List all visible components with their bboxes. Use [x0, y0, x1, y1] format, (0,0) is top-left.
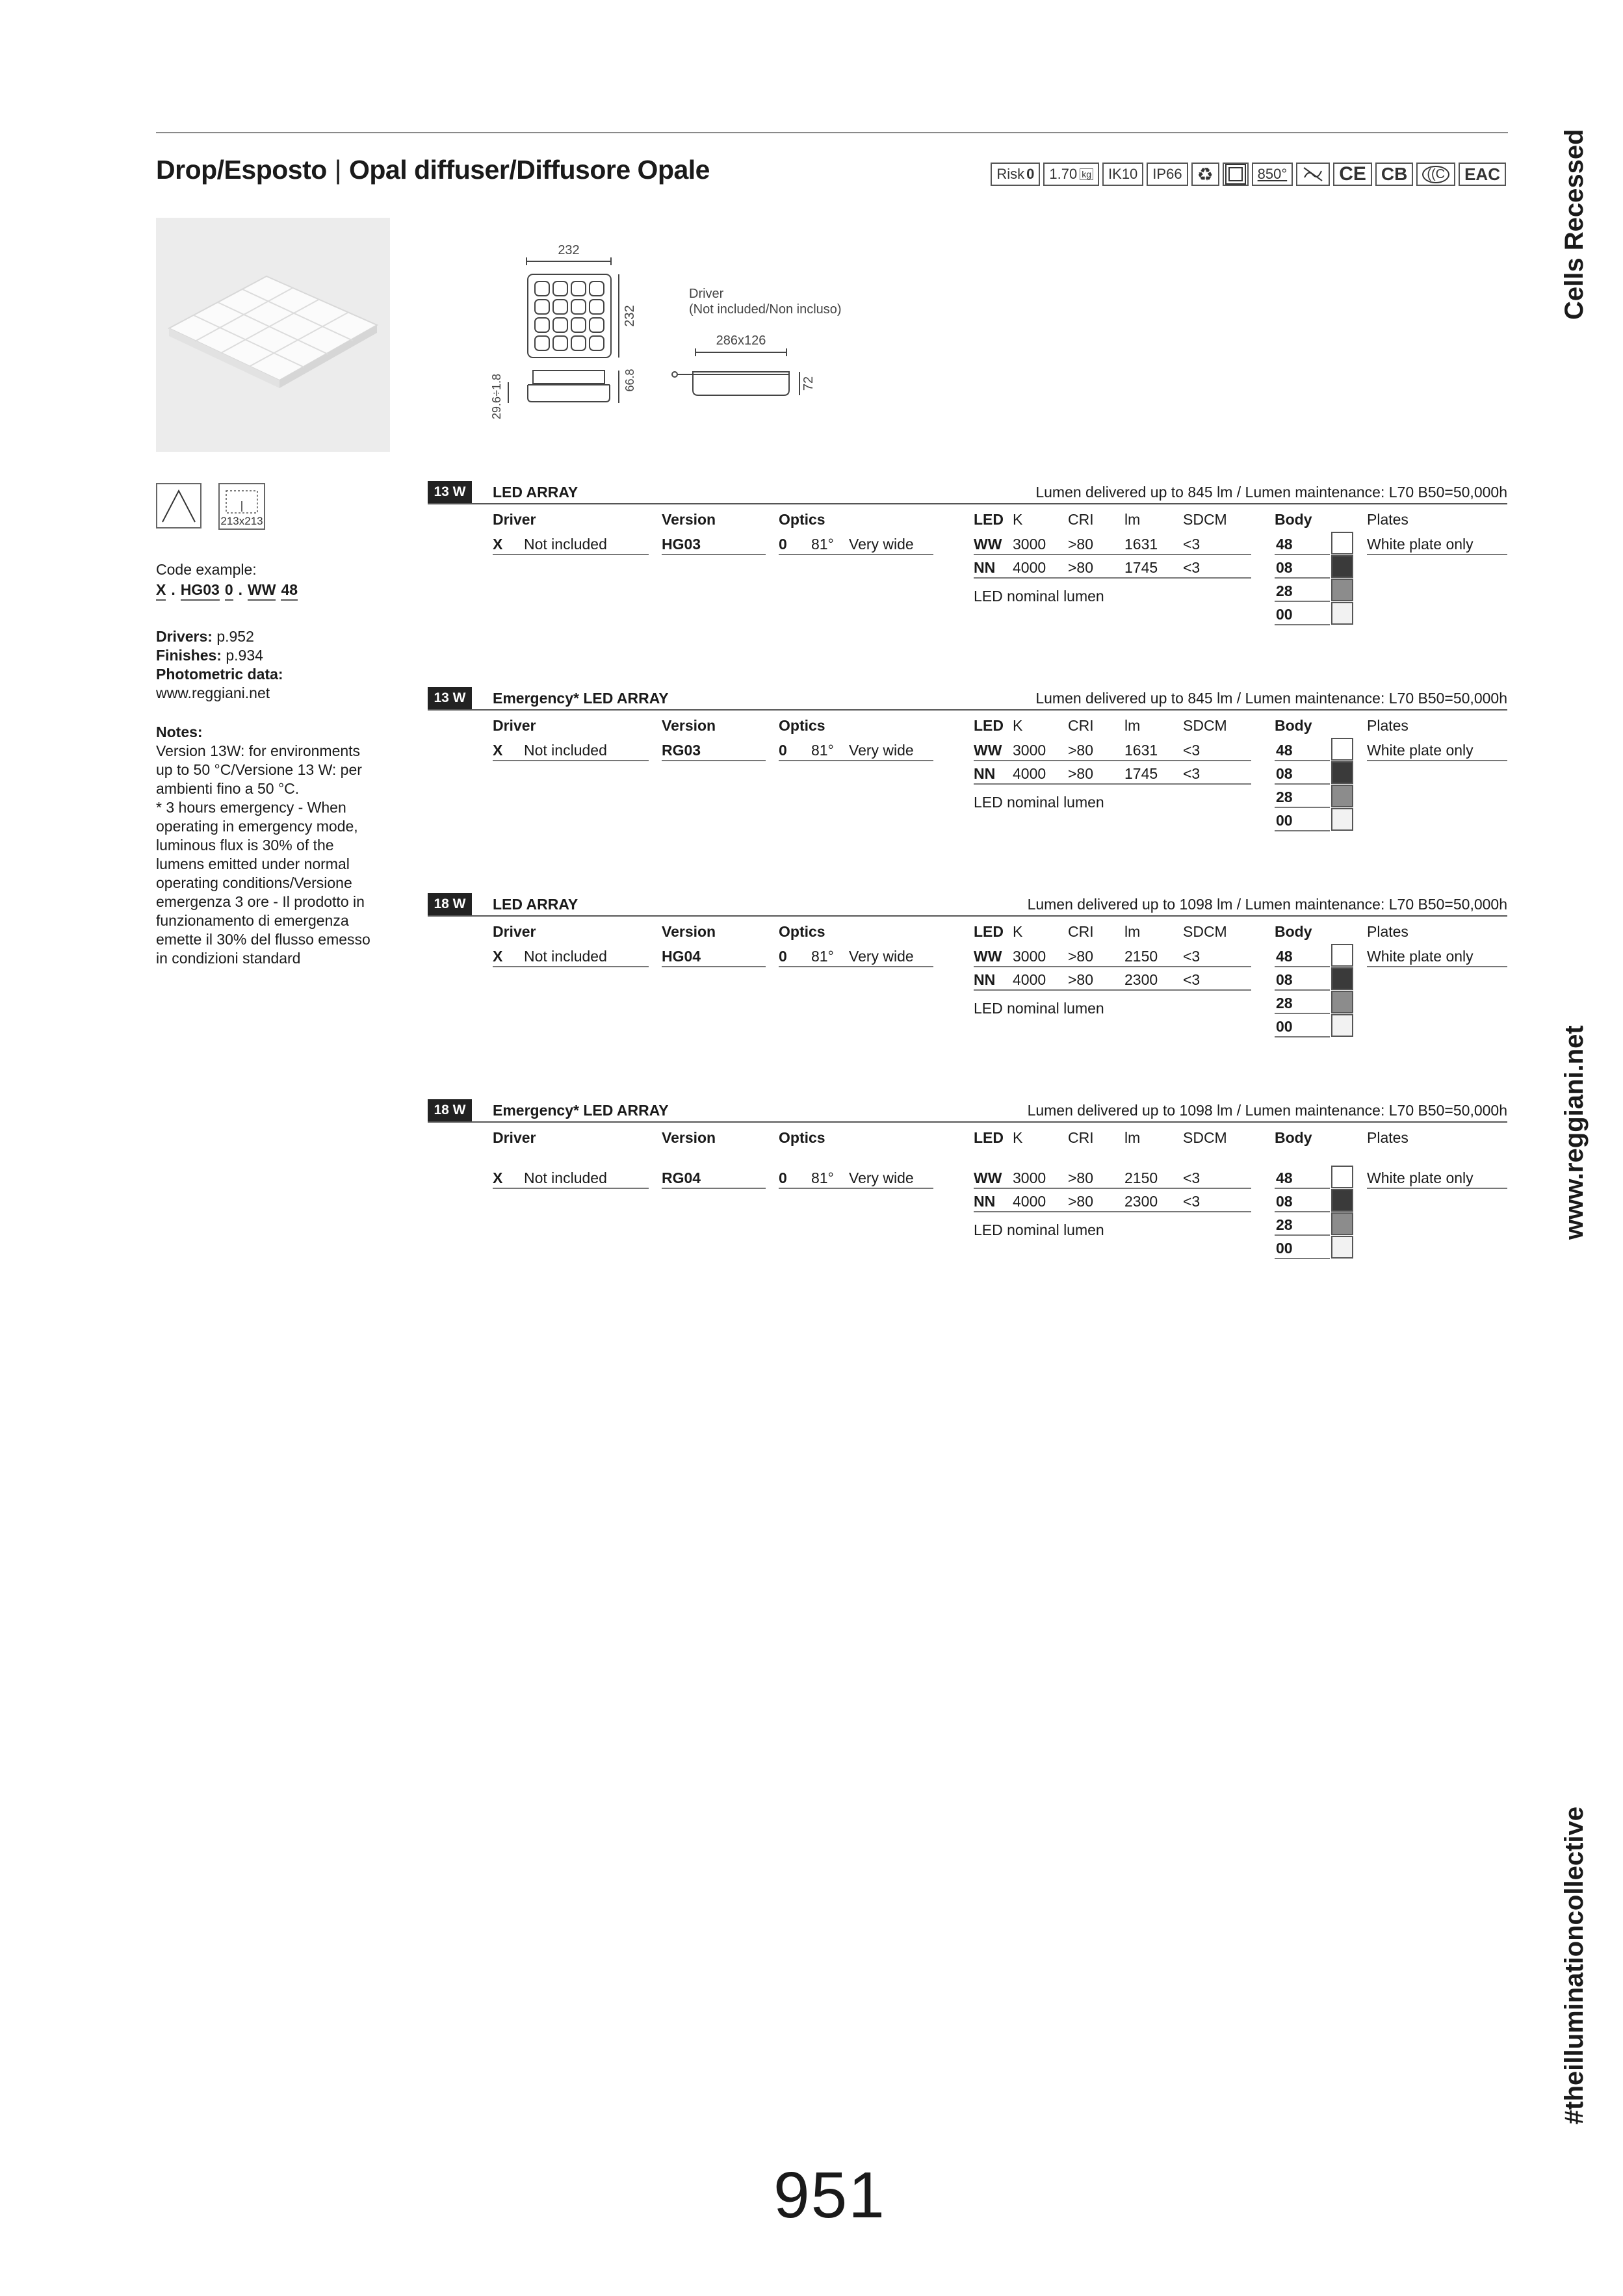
nominal-lumen-note: LED nominal lumen — [974, 794, 1104, 811]
col-cri: CRI — [1068, 717, 1094, 734]
col-sdcm: SDCM — [1183, 511, 1227, 528]
col-driver: Driver — [493, 1129, 536, 1146]
body-code: 28 — [1276, 1216, 1293, 1233]
side-website[interactable]: www.reggiani.net — [1560, 1025, 1589, 1240]
led-code: WW — [974, 536, 1002, 553]
col-k: K — [1013, 717, 1023, 734]
body-underline — [1275, 1013, 1330, 1014]
led-cri: >80 — [1068, 948, 1094, 965]
led-lm: 1631 — [1124, 536, 1158, 553]
led-lm: 2150 — [1124, 948, 1158, 965]
led-k: 4000 — [1013, 971, 1046, 988]
certification-badges — [991, 163, 1506, 186]
page-number: 951 — [773, 2159, 886, 2232]
lumen-info: Lumen delivered up to 1098 lm / Lumen maintenance: L70 B50=50,000h — [1027, 896, 1507, 913]
led-code: WW — [974, 742, 1002, 759]
optic-angle: 81° — [811, 948, 834, 965]
body-underline — [1275, 830, 1330, 831]
col-lm: lm — [1124, 511, 1141, 528]
optic-text: Very wide — [849, 536, 914, 553]
led-underline — [974, 554, 1251, 555]
col-optics: Optics — [779, 511, 825, 528]
optic-code: 0 — [779, 536, 787, 553]
body-code: 48 — [1276, 948, 1293, 965]
block-header — [428, 481, 1507, 504]
driver-note: (Not included/Non incluso) — [689, 302, 842, 317]
optic-underline — [779, 554, 933, 555]
driver-text: Not included — [524, 742, 607, 759]
ik-badge: IK10 — [1102, 163, 1143, 186]
led-sdcm: <3 — [1183, 948, 1201, 965]
product-image — [156, 218, 390, 452]
version-underline — [662, 554, 766, 555]
col-optics: Optics — [779, 923, 825, 940]
col-optics: Optics — [779, 717, 825, 734]
body-underline — [1275, 554, 1330, 555]
led-grid — [535, 281, 604, 350]
col-sdcm: SDCM — [1183, 1129, 1227, 1146]
col-version: Version — [662, 1129, 716, 1146]
led-sdcm: <3 — [1183, 1169, 1201, 1186]
body-underline — [1275, 783, 1330, 785]
notes-line: ambienti fino a 50 °C. — [156, 780, 300, 797]
body-color-swatch[interactable] — [1331, 555, 1353, 578]
body-color-swatch[interactable] — [1331, 579, 1353, 601]
driver-underline — [493, 554, 649, 555]
led-k: 3000 — [1013, 536, 1046, 553]
col-body: Body — [1275, 923, 1312, 940]
driver-text: Not included — [524, 536, 607, 553]
body-code: 48 — [1276, 536, 1293, 553]
notes-line: up to 50 °C/Versione 13 W: per — [156, 761, 362, 778]
product-block — [428, 687, 1507, 837]
body-color-swatch[interactable] — [1331, 1189, 1353, 1212]
glow-wire-badge: 850° — [1252, 163, 1293, 186]
code-example-label: Code example: — [156, 561, 257, 578]
col-led: LED — [974, 717, 1004, 734]
notes-line: funzionamento di emergenza — [156, 912, 349, 929]
cb-mark: CB — [1375, 163, 1413, 186]
led-lm: 1631 — [1124, 742, 1158, 759]
version-code: RG03 — [662, 742, 701, 759]
led-k: 4000 — [1013, 559, 1046, 576]
class-ii-icon — [1223, 163, 1249, 186]
product-photo — [156, 218, 390, 452]
plates-text: White plate only — [1367, 1169, 1474, 1186]
body-code: 00 — [1276, 1240, 1293, 1257]
wattage-tag: 18 W — [428, 893, 472, 915]
col-body: Body — [1275, 717, 1312, 734]
block-header — [428, 893, 1507, 917]
version-underline — [662, 1188, 766, 1189]
col-led: LED — [974, 923, 1004, 940]
body-underline — [1275, 601, 1330, 602]
notes-line: in condizioni standard — [156, 950, 301, 967]
driver-code: X — [493, 536, 503, 553]
optic-angle: 81° — [811, 1169, 834, 1186]
driver-code: X — [493, 1169, 503, 1186]
col-plates: Plates — [1367, 511, 1409, 528]
col-sdcm: SDCM — [1183, 717, 1227, 734]
col-k: K — [1013, 1129, 1023, 1146]
col-cri: CRI — [1068, 511, 1094, 528]
ce-mark: CE — [1333, 163, 1372, 186]
notes-line: lumens emitted under normal — [156, 855, 350, 872]
nominal-lumen-note: LED nominal lumen — [974, 1221, 1104, 1238]
optic-underline — [779, 760, 933, 761]
plates-underline — [1367, 1188, 1507, 1189]
body-underline — [1275, 1211, 1330, 1212]
dim-depth-a: 29.6÷1.8 — [490, 374, 503, 419]
dim-depth-b: 66.8 — [623, 369, 636, 392]
led-underline — [974, 966, 1251, 967]
wattage-tag: 13 W — [428, 687, 472, 709]
led-k: 3000 — [1013, 742, 1046, 759]
product-block — [428, 1099, 1507, 1257]
body-color-swatch[interactable] — [1331, 761, 1353, 784]
product-block — [428, 481, 1507, 631]
plates-underline — [1367, 554, 1507, 555]
led-cri: >80 — [1068, 559, 1094, 576]
led-underline — [974, 760, 1251, 761]
col-plates: Plates — [1367, 923, 1409, 940]
dim-height: 232 — [623, 305, 637, 327]
driver-code: X — [493, 742, 503, 759]
notes-line: operating conditions/Versione — [156, 874, 352, 891]
surface-mount-icon — [156, 483, 201, 528]
drivers-ref: Drivers: p.952 — [156, 628, 254, 645]
notes-line: * 3 hours emergency - When — [156, 799, 346, 816]
finishes-ref: Finishes: p.934 — [156, 647, 263, 664]
col-plates: Plates — [1367, 717, 1409, 734]
body-code: 08 — [1276, 559, 1293, 576]
plates-text: White plate only — [1367, 536, 1474, 553]
led-lm: 2300 — [1124, 971, 1158, 988]
driver-underline — [493, 1188, 649, 1189]
plates-underline — [1367, 760, 1507, 761]
body-code: 28 — [1276, 995, 1293, 1011]
title-left: Drop/Esposto — [156, 155, 327, 185]
plates-text: White plate only — [1367, 948, 1474, 965]
col-k: K — [1013, 923, 1023, 940]
col-led: LED — [974, 511, 1004, 528]
body-color-swatch[interactable] — [1331, 532, 1353, 554]
version-code: RG04 — [662, 1169, 701, 1186]
notes-text — [156, 742, 387, 968]
block-title: Emergency* LED ARRAY — [493, 1102, 669, 1119]
kg-icon: kg — [1080, 168, 1093, 180]
led-underline — [974, 783, 1251, 785]
optic-text: Very wide — [849, 1169, 914, 1186]
block-header — [428, 1099, 1507, 1123]
block-title: LED ARRAY — [493, 484, 578, 501]
optic-text: Very wide — [849, 742, 914, 759]
led-underline — [974, 577, 1251, 579]
body-underline — [1275, 624, 1330, 625]
side-hashtag: #theilluminationcollective — [1560, 1806, 1589, 2124]
led-code: WW — [974, 1169, 1002, 1186]
body-underline — [1275, 1188, 1330, 1189]
version-code: HG04 — [662, 948, 701, 965]
body-color-swatch[interactable] — [1331, 808, 1353, 831]
body-underline — [1275, 577, 1330, 579]
col-lm: lm — [1124, 1129, 1141, 1146]
body-color-swatch[interactable] — [1331, 785, 1353, 807]
col-cri: CRI — [1068, 1129, 1094, 1146]
col-optics: Optics — [779, 1129, 825, 1146]
led-sdcm: <3 — [1183, 971, 1201, 988]
col-lm: lm — [1124, 923, 1141, 940]
version-underline — [662, 760, 766, 761]
optic-angle: 81° — [811, 536, 834, 553]
notes — [156, 723, 387, 968]
led-cri: >80 — [1068, 1193, 1094, 1210]
title-separator: | — [334, 155, 341, 185]
led-underline — [974, 989, 1251, 991]
lumen-info: Lumen delivered up to 1098 lm / Lumen maintenance: L70 B50=50,000h — [1027, 1102, 1507, 1119]
led-code: NN — [974, 559, 996, 576]
body-underline — [1275, 1234, 1330, 1236]
led-code: NN — [974, 971, 996, 988]
col-version: Version — [662, 511, 716, 528]
driver-underline — [493, 760, 649, 761]
recycle-icon: ♻ — [1191, 163, 1219, 186]
code-example-value: X . HG03 0 . WW 48 — [156, 581, 387, 601]
references — [156, 627, 387, 703]
notes-label: Notes: — [156, 724, 203, 740]
optic-underline — [779, 966, 933, 967]
led-cri: >80 — [1068, 742, 1094, 759]
cutout-label: 213x213 — [220, 515, 263, 527]
body-color-swatch[interactable] — [1331, 738, 1353, 761]
col-driver: Driver — [493, 511, 536, 528]
body-color-swatch[interactable] — [1331, 967, 1353, 990]
body-code: 08 — [1276, 765, 1293, 782]
driver-size: 286x126 — [716, 333, 766, 348]
body-underline — [1275, 760, 1330, 761]
ip-badge: IP66 — [1147, 163, 1188, 186]
body-code: 48 — [1276, 742, 1293, 759]
optic-underline — [779, 1188, 933, 1189]
led-lm: 1745 — [1124, 559, 1158, 576]
body-color-swatch[interactable] — [1331, 1236, 1353, 1259]
version-code: HG03 — [662, 536, 701, 553]
led-sdcm: <3 — [1183, 559, 1201, 576]
dim-width: 232 — [558, 243, 580, 257]
col-driver: Driver — [493, 717, 536, 734]
led-lm: 2150 — [1124, 1169, 1158, 1186]
col-driver: Driver — [493, 923, 536, 940]
body-code: 00 — [1276, 1018, 1293, 1035]
photometric-link[interactable]: www.reggiani.net — [156, 685, 270, 701]
led-k: 3000 — [1013, 948, 1046, 965]
body-color-swatch[interactable] — [1331, 1014, 1353, 1037]
body-code: 08 — [1276, 971, 1293, 988]
col-version: Version — [662, 717, 716, 734]
driver-text: Not included — [524, 1169, 607, 1186]
led-underline — [974, 1188, 1251, 1189]
col-body: Body — [1275, 511, 1312, 528]
optic-angle: 81° — [811, 742, 834, 759]
body-underline — [1275, 966, 1330, 967]
led-sdcm: <3 — [1183, 742, 1201, 759]
col-lm: lm — [1124, 717, 1141, 734]
notes-line: operating in emergency mode, — [156, 818, 358, 835]
side-category: Cells Recessed — [1560, 129, 1589, 320]
led-cri: >80 — [1068, 1169, 1094, 1186]
optic-code: 0 — [779, 948, 787, 965]
technical-drawing — [468, 234, 871, 436]
weight-badge: 1.70 kg — [1043, 163, 1099, 186]
block-header — [428, 687, 1507, 711]
driver-label: Driver — [689, 287, 724, 301]
led-sdcm: <3 — [1183, 1193, 1201, 1210]
code-example — [156, 560, 387, 601]
eac-mark: EAC — [1459, 163, 1506, 186]
driver-code: X — [493, 948, 503, 965]
led-code: NN — [974, 1193, 996, 1210]
lumen-info: Lumen delivered up to 845 lm / Lumen maintenance: L70 B50=50,000h — [1035, 484, 1507, 501]
plates-text: White plate only — [1367, 742, 1474, 759]
optic-text: Very wide — [849, 948, 914, 965]
page-title — [156, 155, 710, 185]
top-rule — [156, 132, 1508, 133]
notes-line: emette il 30% del flusso emesso — [156, 931, 370, 948]
body-color-swatch[interactable] — [1331, 991, 1353, 1013]
notes-line: emergenza 3 ore - Il prodotto in — [156, 893, 365, 910]
body-color-swatch[interactable] — [1331, 944, 1353, 967]
led-cri: >80 — [1068, 536, 1094, 553]
no-covering-icon — [1296, 163, 1330, 186]
nominal-lumen-note: LED nominal lumen — [974, 1000, 1104, 1017]
led-sdcm: <3 — [1183, 765, 1201, 782]
wattage-tag: 13 W — [428, 481, 472, 503]
led-lm: 2300 — [1124, 1193, 1158, 1210]
block-title: Emergency* LED ARRAY — [493, 690, 669, 707]
col-version: Version — [662, 923, 716, 940]
body-code: 48 — [1276, 1169, 1293, 1186]
led-cri: >80 — [1068, 765, 1094, 782]
body-code: 08 — [1276, 1193, 1293, 1210]
led-cri: >80 — [1068, 971, 1094, 988]
driver-underline — [493, 966, 649, 967]
optic-code: 0 — [779, 742, 787, 759]
risk-badge: Risk 0 — [991, 163, 1040, 186]
col-plates: Plates — [1367, 1129, 1409, 1146]
led-k: 4000 — [1013, 765, 1046, 782]
body-code: 00 — [1276, 606, 1293, 623]
ccc-mark: ((C — [1416, 163, 1455, 186]
led-code: NN — [974, 765, 996, 782]
body-color-swatch[interactable] — [1331, 1212, 1353, 1235]
led-code: WW — [974, 948, 1002, 965]
title-right: Opal diffuser/Diffusore Opale — [348, 155, 710, 185]
driver-height: 72 — [801, 376, 816, 391]
col-sdcm: SDCM — [1183, 923, 1227, 940]
body-underline — [1275, 989, 1330, 991]
lumen-info: Lumen delivered up to 845 lm / Lumen maintenance: L70 B50=50,000h — [1035, 690, 1507, 707]
photometric-ref: Photometric data: — [156, 666, 283, 683]
wattage-tag: 18 W — [428, 1099, 472, 1121]
col-k: K — [1013, 511, 1023, 528]
body-code: 28 — [1276, 789, 1293, 805]
body-code: 28 — [1276, 582, 1293, 599]
body-color-swatch[interactable] — [1331, 1166, 1353, 1188]
body-underline — [1275, 807, 1330, 808]
version-underline — [662, 966, 766, 967]
col-cri: CRI — [1068, 923, 1094, 940]
led-lm: 1745 — [1124, 765, 1158, 782]
led-underline — [974, 1211, 1251, 1212]
cutout-icon — [218, 483, 265, 530]
col-body: Body — [1275, 1129, 1312, 1146]
body-color-swatch[interactable] — [1331, 602, 1353, 625]
notes-line: luminous flux is 30% of the — [156, 837, 334, 854]
body-underline — [1275, 1036, 1330, 1037]
plates-underline — [1367, 966, 1507, 967]
body-underline — [1275, 1258, 1330, 1259]
body-code: 00 — [1276, 812, 1293, 829]
notes-line: Version 13W: for environments — [156, 742, 361, 759]
led-k: 3000 — [1013, 1169, 1046, 1186]
optic-code: 0 — [779, 1169, 787, 1186]
nominal-lumen-note: LED nominal lumen — [974, 588, 1104, 605]
driver-text: Not included — [524, 948, 607, 965]
led-sdcm: <3 — [1183, 536, 1201, 553]
led-k: 4000 — [1013, 1193, 1046, 1210]
col-led: LED — [974, 1129, 1004, 1146]
product-block — [428, 893, 1507, 1043]
block-title: LED ARRAY — [493, 896, 578, 913]
